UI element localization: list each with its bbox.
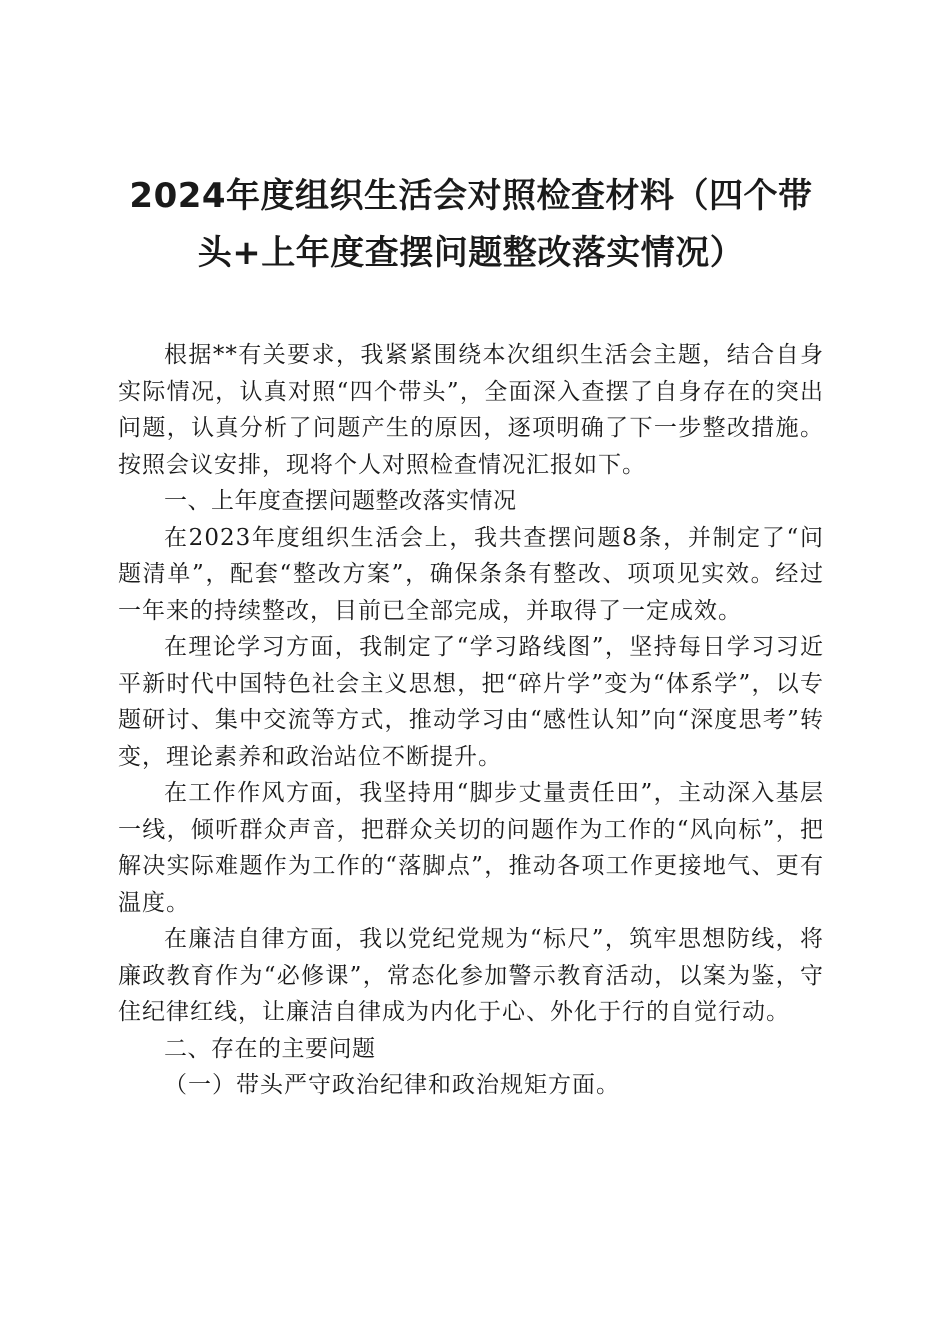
section-2-subheading: （一）带头严守政治纪律和政治规矩方面。: [164, 1072, 620, 1098]
section-1-heading: 一、上年度查摆问题整改落实情况: [164, 488, 517, 514]
title-line-1: 2024年度组织生活会对照检查材料（四个带: [129, 176, 813, 216]
title-line-2: 头+上年度查摆问题整改落实情况）: [197, 233, 745, 273]
document-page: [118, 168, 824, 1104]
document-body: [118, 337, 824, 1104]
section-1-paragraph: 在理论学习方面，我制定了“学习路线图”，坚持每日学习习近平新时代中国特色社会主义思想，把“碎片学”变为“体系学”，以专题研讨、集中交流等方式，推动学习由“感性认知”向“深度思考”转变，理论素养和政治站位不断提升。: [118, 634, 824, 770]
document-title: [118, 168, 824, 282]
intro-paragraph: 根据**有关要求，我紧紧围绕本次组织生活会主题，结合自身实际情况，认真对照“四个带头”，全面深入查摆了自身存在的突出问题，认真分析了问题产生的原因，逐项明确了下一步整改措施。按照会议安排，现将个人对照检查情况汇报如下。: [118, 342, 824, 478]
section-1-paragraph: 在工作作风方面，我坚持用“脚步丈量责任田”，主动深入基层一线，倾听群众声音，把群众关切的问题作为工作的“风向标”，把解决实际难题作为工作的“落脚点”，推动各项工作更接地气、更有温度。: [118, 780, 824, 916]
section-2-heading: 二、存在的主要问题: [164, 1035, 376, 1062]
section-1-paragraph: 在2023年度组织生活会上，我共查摆问题8条，并制定了“问题清单”，配套“整改方案”，确保条条有整改、项项见实效。经过一年来的持续整改，目前已全部完成，并取得了一定成效。: [118, 524, 824, 624]
section-1-paragraph: 在廉洁自律方面，我以党纪党规为“标尺”，筑牢思想防线，将廉政教育作为“必修课”，常态化参加警示教育活动，以案为鉴，守住纪律红线，让廉洁自律成为内化于心、外化于行的自觉行动。: [118, 926, 824, 1025]
